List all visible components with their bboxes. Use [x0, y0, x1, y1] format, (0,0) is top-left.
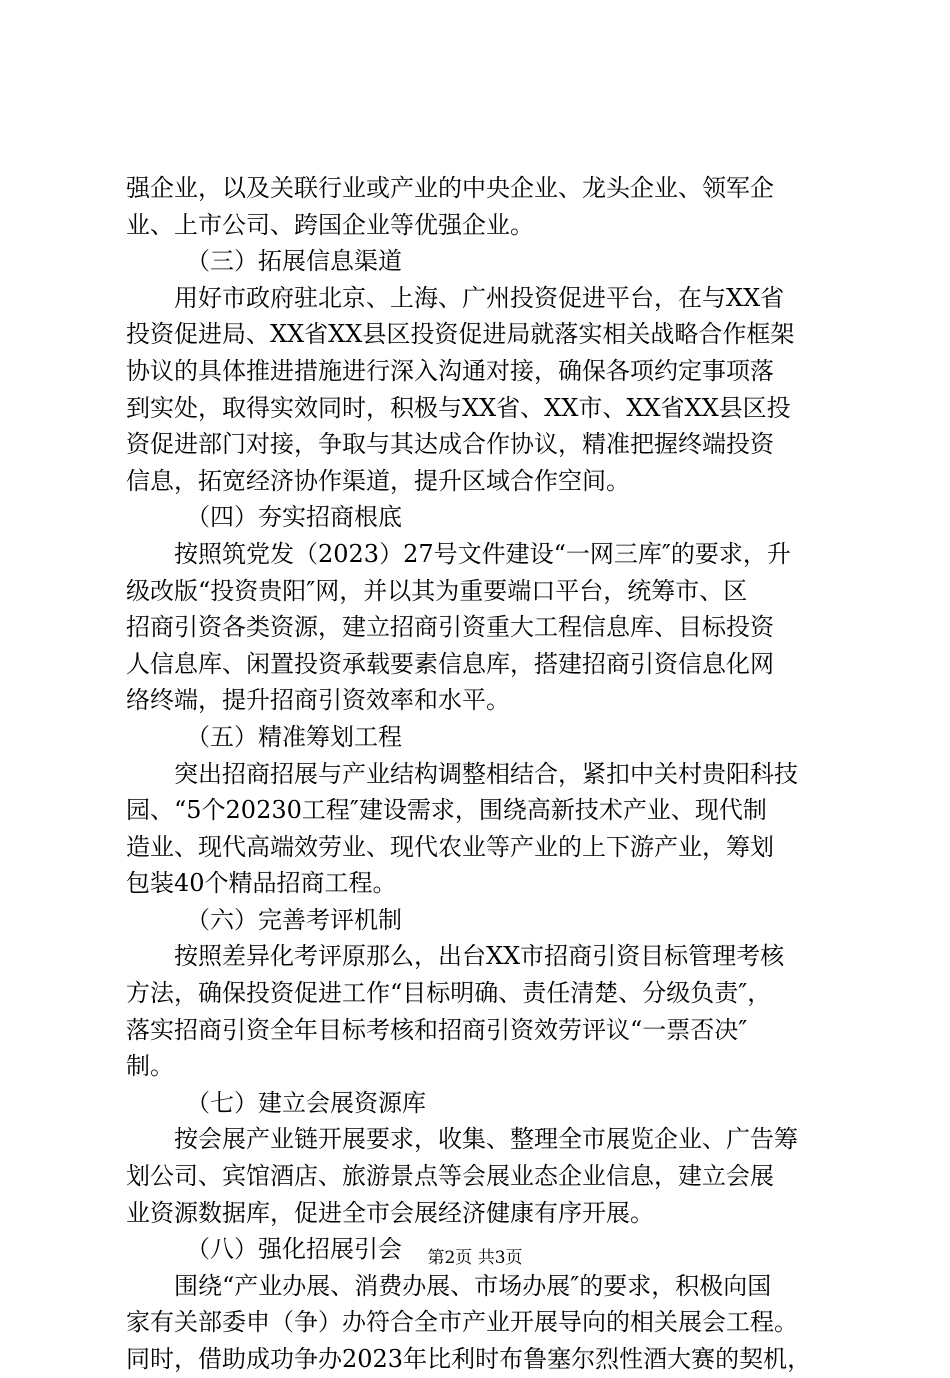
body-line: 级改版“投资贵阳″网，并以其为重要端口平台，统筹市、区 [126, 576, 748, 605]
section-heading-5: （五）精准筹划工程 [186, 722, 402, 751]
section-heading-8: （八）强化招展引会 [186, 1235, 402, 1264]
paragraph-start: 按照差异化考评原那么，出台XX市招商引资目标管理考核 [174, 942, 785, 971]
paragraph-start: 按照筑党发（2023）27号文件建设“一网三库″的要求，升 [174, 539, 791, 568]
body-line: 投资促进局、XX省XX县区投资促进局就落实相关战略合作框架 [126, 320, 795, 349]
body-line: 包装40个精品招商工程。 [126, 869, 397, 898]
body-line: 协议的具体推进措施进行深入沟通对接，确保各项约定事项落 [126, 356, 774, 385]
body-line: 家有关部委申（争）办符合全市产业开展导向的相关展会工程。 [126, 1308, 798, 1337]
body-line: 资促进部门对接，争取与其达成合作协议，精准把握终端投资 [126, 430, 774, 459]
body-line: 制。 [126, 1052, 174, 1081]
body-line: 信息，拓宽经济协作渠道，提升区域合作空间。 [126, 466, 630, 495]
body-line: 方法，确保投资促进工作“目标明确、责任清楚、分级负责″， [126, 979, 772, 1008]
body-line: 业资源数据库，促进全市会展经济健康有序开展。 [126, 1198, 654, 1227]
page-number-footer: 第2页 共3页 [427, 1248, 523, 1268]
paragraph-start: 按会展产业链开展要求，收集、整理全市展览企业、广告筹 [174, 1125, 798, 1154]
paragraph-start: 围绕“产业办展、消费办展、市场办展″的要求，积极向国 [174, 1271, 772, 1300]
body-line: 业、上市公司、跨国企业等优强企业。 [126, 210, 534, 239]
paragraph-start: 突出招商招展与产业结构调整相结合，紧扣中关村贵阳科技 [174, 759, 798, 788]
section-heading-4: （四）夯实招商根底 [186, 503, 402, 532]
body-line: 造业、现代高端效劳业、现代农业等产业的上下游产业，筹划 [126, 832, 774, 861]
body-line: 划公司、宾馆酒店、旅游景点等会展业态企业信息，建立会展 [126, 1162, 774, 1191]
body-line: 落实招商引资全年目标考核和招商引资效劳评议“一票否决″ [126, 1015, 748, 1044]
body-line: 到实处，取得实效同时，积极与XX省、XX市、XX省XX县区投 [126, 393, 791, 422]
body-line: 同时，借助成功争办2023年比利时布鲁塞尔烈性酒大赛的契机， [126, 1345, 812, 1373]
document-body [126, 170, 842, 1378]
body-line: 人信息库、闲置投资承载要素信息库，搭建招商引资信息化网 [126, 649, 774, 678]
section-heading-6: （六）完善考评机制 [186, 905, 402, 934]
body-line: 络终端，提升招商引资效率和水平。 [126, 686, 510, 715]
paragraph-start: 用好市政府驻北京、上海、广州投资促进平台，在与XX省 [174, 283, 785, 312]
section-heading-3: （三）拓展信息渠道 [186, 247, 402, 276]
section-heading-7: （七）建立会展资源库 [186, 1088, 426, 1117]
body-line: 园、“5个20230工程″建设需求，围绕高新技术产业、现代制 [126, 796, 767, 825]
body-line: 强企业，以及关联行业或产业的中央企业、龙头企业、领军企 [126, 174, 774, 202]
body-line: 招商引资各类资源，建立招商引资重大工程信息库、目标投资 [126, 613, 774, 642]
